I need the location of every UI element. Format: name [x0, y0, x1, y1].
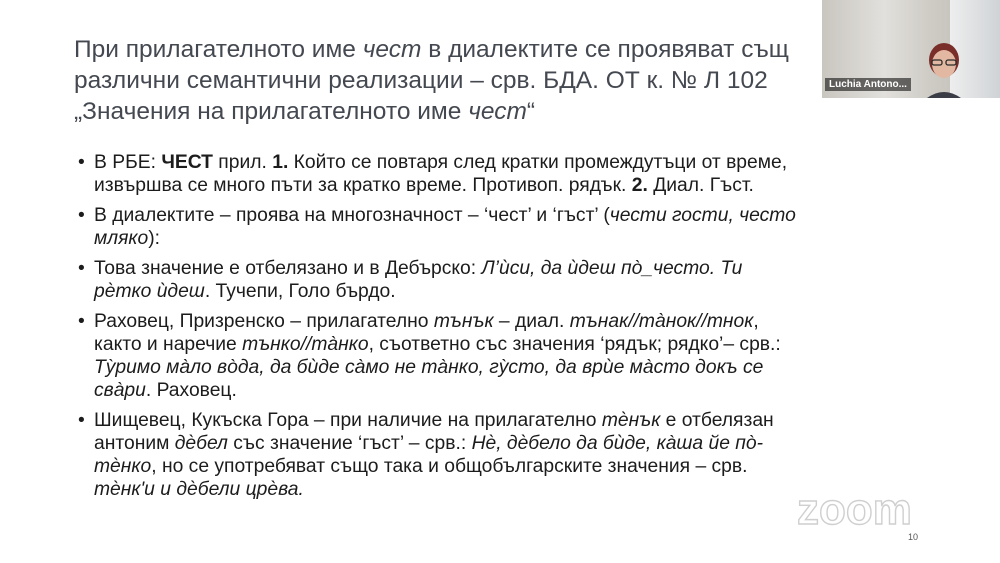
bullet-item-dialects: • В диалектите – проява на многозначност – ‘чест’ и ‘гъст’ (чести гости, често мляко):	[78, 205, 796, 249]
title-line-1: При прилагателното име чест в диалектите се проявяват същ	[74, 36, 789, 63]
bullet-dot: •	[78, 152, 85, 173]
bullet-list	[78, 151, 958, 508]
title-line-3: „Значения на прилагателното име чест“	[74, 98, 536, 125]
title-line-2: различни семантични реализации – срв. БДА. ОТ к. № Л 102	[74, 67, 768, 94]
bullet-item-shishtevec: • Шищевец, Кукъска Гора – при наличие на прилагателно тѐнък е отбелязан антоним дѐбел със значение ‘гъст’ – срв.: Нѐ, дѐбело да бѝде, кàша йе пò- тѐнко, но се употребяват също така и общобългарските значения – срв. тѐнк'и и дѐбели црѐва.	[78, 410, 774, 500]
bullet-item-debarsko: • Това значение е отбелязано и в Дебърско: Л’ѝси, да ѝдеш пò_често. Ти рѐтко ѝдеш. Тучепи, Голо бърдо.	[78, 258, 743, 302]
bullet-item-rahovec: • Раховец, Призренско – прилагателно тънък – диал. тънак//тàнок//тнок, както и наречие тънко//тàнко, съответно със значения ‘рядък; рядко’– срв.: Тỳримо мàло вòда, да бѝде сàмо не тàнко, гỳсто, да врѝе мàсто докъ се свàри. Раховец.	[78, 311, 781, 401]
bullet-dot: •	[78, 410, 85, 431]
participant-video-tile[interactable]	[822, 0, 1000, 98]
slide-title	[74, 34, 834, 127]
slide-page-number: 10	[908, 532, 919, 542]
bullet-dot: •	[78, 258, 85, 279]
bullet-dot: •	[78, 311, 85, 332]
bullet-item-rbe: • В РБЕ: ЧЕСТ прил. 1. Който се повтаря след кратки промеждутъци от време, извършва се много пъти за кратко време. Противоп. рядък. 2. Диал. Гъст.	[78, 152, 788, 196]
participant-avatar	[916, 34, 972, 98]
participant-name-label: Luchia Antono...	[825, 78, 911, 91]
zoom-watermark-logo: zoom	[797, 485, 912, 534]
bullet-dot: •	[78, 205, 85, 226]
